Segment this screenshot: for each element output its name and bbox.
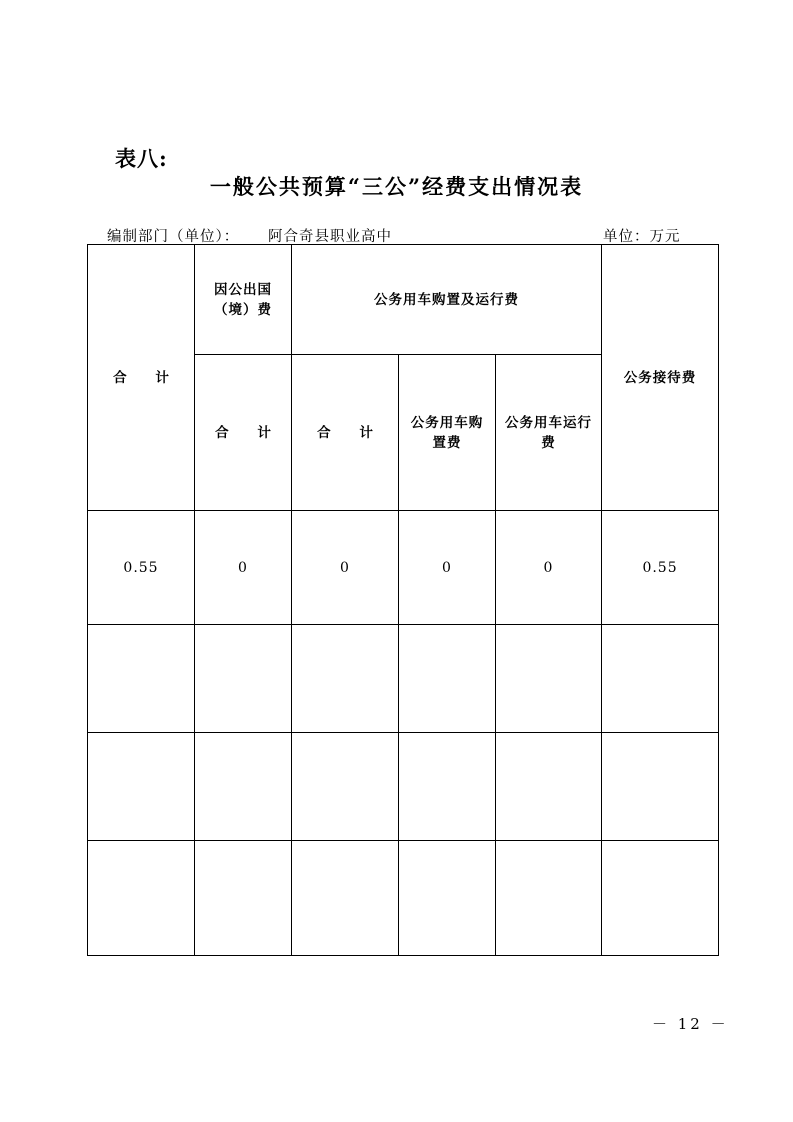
cell-reception bbox=[602, 841, 719, 956]
cell-abroad-total: 0 bbox=[195, 511, 292, 625]
header-row-1 bbox=[88, 245, 719, 355]
cell-abroad-total bbox=[195, 625, 292, 733]
header-reception: 公务接待费 bbox=[602, 245, 719, 511]
cell-reception bbox=[602, 625, 719, 733]
cell-vehicle-operation bbox=[496, 733, 602, 841]
cell-total bbox=[88, 841, 195, 956]
table-row bbox=[88, 733, 719, 841]
department-label: 编制部门（单位）： bbox=[107, 229, 240, 245]
cell-vehicle-total: 0 bbox=[292, 511, 399, 625]
cell-vehicle-purchase bbox=[399, 733, 496, 841]
header-vehicle: 公务用车购置及运行费 bbox=[292, 245, 602, 355]
cell-total: 0.55 bbox=[88, 511, 195, 625]
header-vehicle-purchase: 公务用车购置费 bbox=[399, 355, 496, 511]
header-abroad-total: 合 计 bbox=[195, 355, 292, 511]
cell-abroad-total bbox=[195, 733, 292, 841]
document-title: 一般公共预算“三公”经费支出情况表 bbox=[209, 174, 584, 199]
table-label: 表八: bbox=[115, 146, 168, 171]
header-abroad: 因公出国（境）费 bbox=[195, 245, 292, 355]
cell-total bbox=[88, 733, 195, 841]
cell-vehicle-purchase bbox=[399, 841, 496, 956]
table-row bbox=[88, 511, 719, 625]
unit-label: 单位：万元 bbox=[603, 229, 681, 245]
cell-vehicle-purchase bbox=[399, 625, 496, 733]
header-vehicle-total: 合 计 bbox=[292, 355, 399, 511]
table-row bbox=[88, 625, 719, 733]
header-total: 合 计 bbox=[88, 245, 195, 511]
cell-vehicle-purchase: 0 bbox=[399, 511, 496, 625]
cell-abroad-total bbox=[195, 841, 292, 956]
cell-reception bbox=[602, 733, 719, 841]
cell-vehicle-operation: 0 bbox=[496, 511, 602, 625]
header-vehicle-operation: 公务用车运行费 bbox=[496, 355, 602, 511]
cell-vehicle-operation bbox=[496, 625, 602, 733]
cell-vehicle-total bbox=[292, 625, 399, 733]
cell-vehicle-total bbox=[292, 733, 399, 841]
cell-vehicle-total bbox=[292, 841, 399, 956]
cell-vehicle-operation bbox=[496, 841, 602, 956]
cell-reception: 0.55 bbox=[602, 511, 719, 625]
three-public-expenses-table bbox=[87, 244, 719, 956]
department-value: 阿合奇县职业高中 bbox=[268, 229, 392, 245]
page-number: － 12 － bbox=[652, 1015, 729, 1033]
table-row bbox=[88, 841, 719, 956]
cell-total bbox=[88, 625, 195, 733]
